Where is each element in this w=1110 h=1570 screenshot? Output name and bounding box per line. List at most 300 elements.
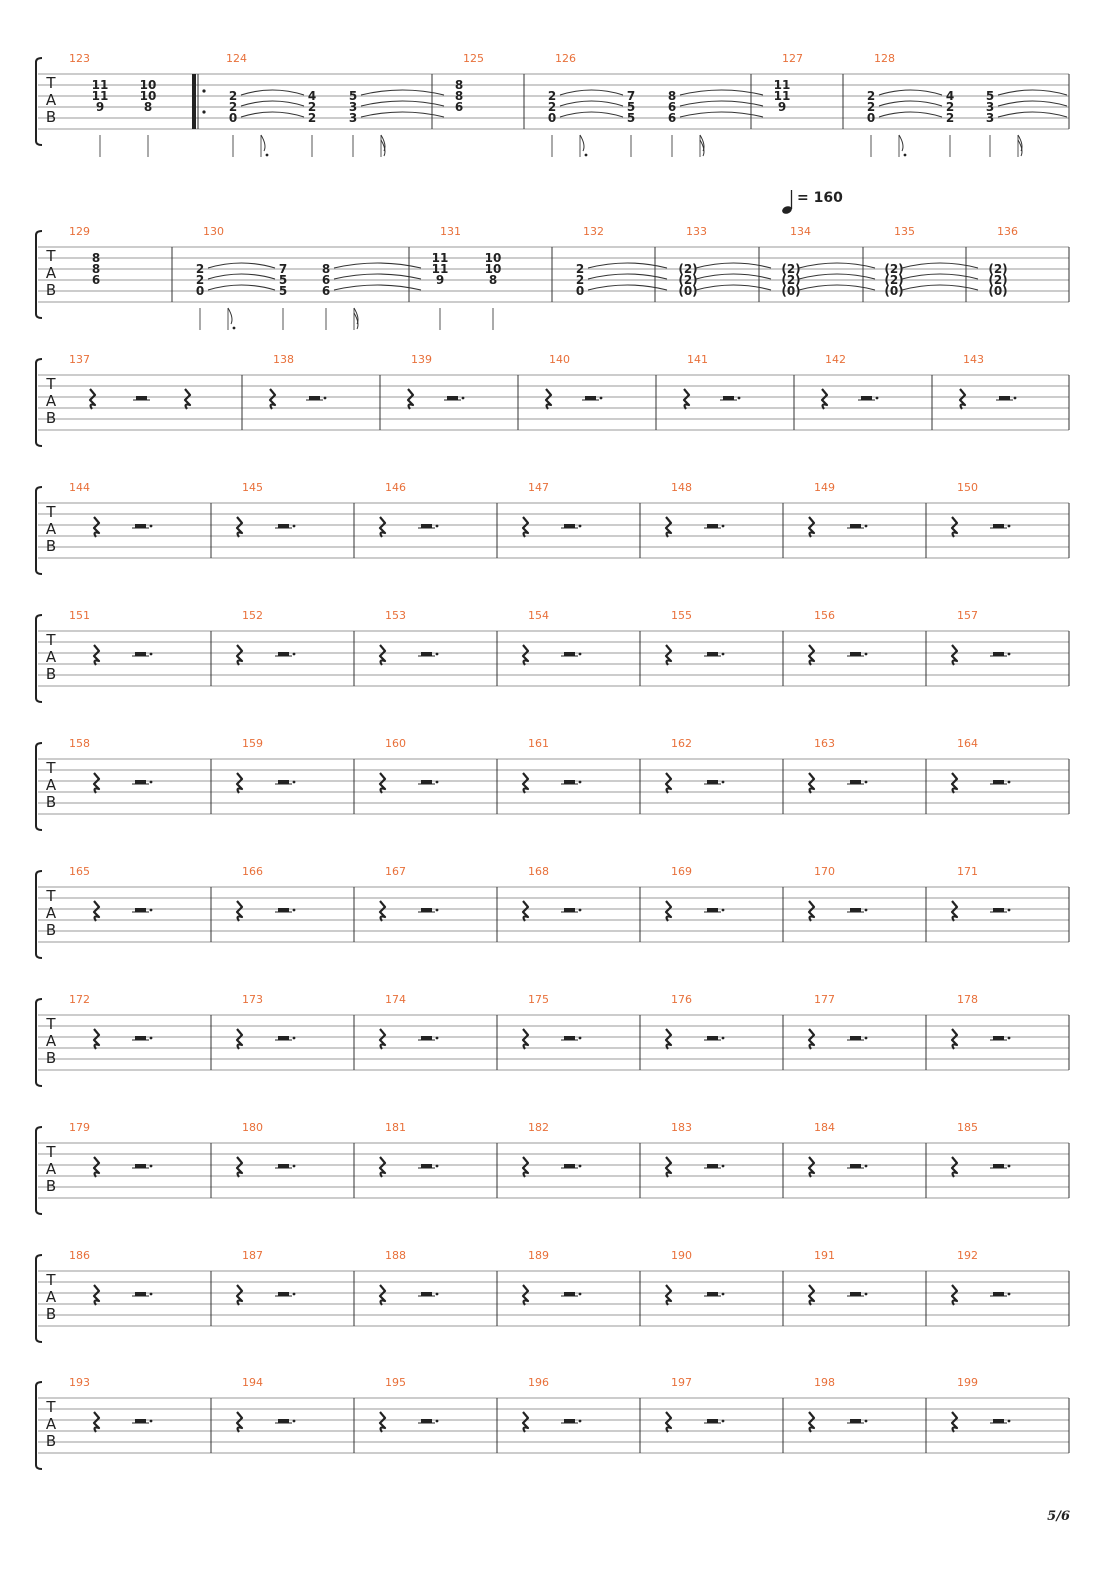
measure-number: 130: [203, 225, 224, 238]
fret-number: 3: [985, 100, 995, 114]
system-bracket: [36, 999, 42, 1086]
tie-arc: [560, 112, 623, 117]
rest-dot: [150, 1420, 153, 1423]
fret-number: (2): [781, 273, 801, 287]
measure-number: 123: [69, 52, 90, 65]
tab-clef-t: T: [46, 887, 56, 905]
measure-number: 197: [671, 1376, 692, 1389]
measure-number: 132: [583, 225, 604, 238]
fret-number: 9: [777, 100, 787, 114]
dotted-half-rest: [564, 1419, 575, 1423]
quarter-rest: [380, 645, 385, 665]
rest-dot: [150, 653, 153, 656]
measure-number: 188: [385, 1249, 406, 1262]
system-bracket: [36, 743, 42, 830]
tie-arc: [998, 101, 1067, 106]
fret-number: 5: [278, 273, 288, 287]
fret-number: 8: [454, 78, 464, 92]
measure-number: 172: [69, 993, 90, 1006]
quarter-rest: [960, 389, 965, 409]
measure-number: 195: [385, 1376, 406, 1389]
measure-number: 154: [528, 609, 549, 622]
measure-number: 155: [671, 609, 692, 622]
fret-number: 2: [547, 100, 557, 114]
fret-number: 2: [195, 273, 205, 287]
tie-arc: [334, 274, 421, 279]
dotted-half-rest: [850, 1164, 861, 1168]
tab-clef-a: A: [45, 1415, 57, 1433]
note-flag: [580, 135, 584, 151]
dotted-half-rest: [135, 908, 146, 912]
fret-number: (0): [988, 284, 1008, 298]
fret-number: 11: [431, 262, 449, 276]
dotted-half-rest: [993, 908, 1004, 912]
tie-arc: [208, 285, 275, 290]
measure-number: 125: [463, 52, 484, 65]
quarter-rest: [94, 773, 99, 793]
dotted-half-rest: [993, 524, 1004, 528]
system-bracket: [36, 1255, 42, 1342]
dotted-half-rest: [278, 524, 289, 528]
fret-number: 2: [547, 89, 557, 103]
dotted-half-rest: [421, 524, 432, 528]
dotted-half-rest: [564, 1292, 575, 1296]
quarter-rest: [952, 1029, 957, 1049]
rest-dot: [436, 1420, 439, 1423]
quarter-rest: [523, 1285, 528, 1305]
quarter-rest: [952, 1285, 957, 1305]
rest-dot: [722, 1037, 725, 1040]
quarter-rest: [94, 1029, 99, 1049]
note-flag: [228, 308, 232, 324]
measure-number: 177: [814, 993, 835, 1006]
quarter-rest: [952, 645, 957, 665]
half-rest: [136, 396, 147, 400]
quarter-rest: [809, 1285, 814, 1305]
tab-clef-b: B: [45, 108, 57, 126]
tab-clef-b: B: [45, 537, 57, 555]
tab-clef-a: A: [45, 776, 57, 794]
fret-number: 3: [985, 111, 995, 125]
fret-number: 2: [945, 111, 955, 125]
fret-number: 2: [228, 100, 238, 114]
fret-number: 5: [626, 100, 636, 114]
tab-clef-b: B: [45, 409, 57, 427]
rest-dot: [1008, 653, 1011, 656]
quarter-rest: [523, 1412, 528, 1432]
measure-number: 136: [997, 225, 1018, 238]
measure-number: 190: [671, 1249, 692, 1262]
rest-dot: [293, 653, 296, 656]
rest-dot: [738, 397, 741, 400]
rest-dot: [865, 1037, 868, 1040]
tab-clef-t: T: [46, 503, 56, 521]
fret-number: (2): [781, 262, 801, 276]
measure-number: 127: [782, 52, 803, 65]
rest-dot: [865, 1293, 868, 1296]
repeat-dot: [202, 89, 205, 92]
rest-dot: [579, 1420, 582, 1423]
measure-number: 185: [957, 1121, 978, 1134]
tie-arc: [998, 90, 1067, 95]
measure-number: 134: [790, 225, 811, 238]
measure-number: 147: [528, 481, 549, 494]
tab-clef-t: T: [46, 631, 56, 649]
fret-number: 2: [575, 273, 585, 287]
rest-dot: [293, 1037, 296, 1040]
fret-number: 6: [321, 284, 331, 298]
rest-dot: [150, 909, 153, 912]
tab-clef-a: A: [45, 648, 57, 666]
rest-dot: [150, 1037, 153, 1040]
measure-number: 150: [957, 481, 978, 494]
measure-number: 196: [528, 1376, 549, 1389]
dotted-half-rest: [278, 652, 289, 656]
fret-number: 0: [575, 284, 585, 298]
quarter-rest: [380, 1029, 385, 1049]
measure-number: 187: [242, 1249, 263, 1262]
dotted-half-rest: [135, 780, 146, 784]
dotted-half-rest: [993, 1419, 1004, 1423]
measure-number: 131: [440, 225, 461, 238]
fret-number: 8: [91, 262, 101, 276]
measure-number: 135: [894, 225, 915, 238]
dotted-half-rest: [421, 1164, 432, 1168]
rest-dot: [865, 1420, 868, 1423]
quarter-rest: [94, 901, 99, 921]
quarter-rest: [809, 1157, 814, 1177]
rest-dot: [324, 397, 327, 400]
quarter-rest: [237, 645, 242, 665]
quarter-rest: [380, 1285, 385, 1305]
measure-number: 194: [242, 1376, 263, 1389]
dotted-half-rest: [278, 908, 289, 912]
fret-number: (2): [678, 273, 698, 287]
rest-dot: [1008, 525, 1011, 528]
tie-arc: [902, 274, 978, 279]
quarter-rest: [94, 517, 99, 537]
system-bracket: [36, 1382, 42, 1469]
measure-number: 145: [242, 481, 263, 494]
dotted-half-rest: [564, 524, 575, 528]
dotted-half-rest: [421, 1419, 432, 1423]
dotted-half-rest: [135, 1292, 146, 1296]
quarter-rest: [952, 1412, 957, 1432]
tab-clef-b: B: [45, 281, 57, 299]
rest-dot: [865, 909, 868, 912]
fret-number: 8: [143, 100, 153, 114]
tab-clef-b: B: [45, 1305, 57, 1323]
fret-number: (2): [988, 273, 1008, 287]
measure-number: 159: [242, 737, 263, 750]
quarter-rest: [380, 517, 385, 537]
measure-number: 148: [671, 481, 692, 494]
fret-number: 10: [484, 262, 502, 276]
tie-arc: [879, 90, 942, 95]
measure-number: 192: [957, 1249, 978, 1262]
rest-dot: [865, 781, 868, 784]
measure-number: 167: [385, 865, 406, 878]
tab-staff: [36, 871, 1069, 958]
quarter-rest: [270, 389, 275, 409]
fret-number: 0: [228, 111, 238, 125]
dotted-half-rest: [564, 652, 575, 656]
quarter-rest: [666, 1157, 671, 1177]
tab-clef-b: B: [45, 793, 57, 811]
tab-clef-b: B: [45, 1432, 57, 1450]
measure-number: 161: [528, 737, 549, 750]
rest-dot: [1008, 1420, 1011, 1423]
rest-dot: [579, 781, 582, 784]
fret-number: 6: [667, 100, 677, 114]
fret-number: 8: [454, 89, 464, 103]
rest-dot: [1008, 909, 1011, 912]
measure-number: 193: [69, 1376, 90, 1389]
rest-dot: [150, 525, 153, 528]
measure-number: 158: [69, 737, 90, 750]
tab-clef-a: A: [45, 520, 57, 538]
tab-clef-a: A: [45, 91, 57, 109]
rest-dot: [150, 1293, 153, 1296]
fret-number: 9: [95, 100, 105, 114]
dotted-half-rest: [993, 1036, 1004, 1040]
tab-clef-t: T: [46, 1271, 56, 1289]
measure-number: 128: [874, 52, 895, 65]
dotted-half-rest: [135, 1164, 146, 1168]
tab-clef-t: T: [46, 759, 56, 777]
fret-number: 6: [667, 111, 677, 125]
measure-number: 183: [671, 1121, 692, 1134]
measure-number: 142: [825, 353, 846, 366]
quarter-rest: [408, 389, 413, 409]
measure-number: 153: [385, 609, 406, 622]
fret-number: (2): [678, 262, 698, 276]
dotted-half-rest: [999, 396, 1010, 400]
measure-number: 198: [814, 1376, 835, 1389]
fret-number: (2): [988, 262, 1008, 276]
quarter-rest: [822, 389, 827, 409]
tab-staff: [36, 1382, 1069, 1469]
tab-clef-t: T: [46, 247, 56, 265]
dotted-half-rest: [707, 1292, 718, 1296]
quarter-rest: [546, 389, 551, 409]
tab-clef-a: A: [45, 904, 57, 922]
fret-number: 6: [321, 273, 331, 287]
dotted-half-rest: [707, 652, 718, 656]
rest-dot: [436, 1165, 439, 1168]
dotted-half-rest: [421, 908, 432, 912]
measure-number: 170: [814, 865, 835, 878]
repeat-thick-bar: [192, 74, 196, 129]
dotted-half-rest: [135, 1036, 146, 1040]
measure-number: 165: [69, 865, 90, 878]
dotted-half-rest: [564, 780, 575, 784]
rest-dot: [865, 1165, 868, 1168]
quarter-rest: [666, 901, 671, 921]
quarter-rest: [523, 645, 528, 665]
dotted-half-rest: [564, 1164, 575, 1168]
fret-number: 0: [866, 111, 876, 125]
tab-clef-t: T: [46, 74, 56, 92]
rest-dot: [600, 397, 603, 400]
fret-number: 4: [307, 89, 317, 103]
fret-number: 10: [484, 251, 502, 265]
dotted-half-rest: [861, 396, 872, 400]
quarter-rest: [237, 901, 242, 921]
rest-dot: [293, 1293, 296, 1296]
tempo-marking: = 160: [797, 190, 843, 206]
tie-arc: [560, 101, 623, 106]
fret-number: 5: [278, 284, 288, 298]
measure-number: 171: [957, 865, 978, 878]
dotted-half-rest: [707, 1036, 718, 1040]
measure-number: 182: [528, 1121, 549, 1134]
fret-number: 2: [195, 262, 205, 276]
rest-dot: [722, 781, 725, 784]
tab-clef-t: T: [46, 375, 56, 393]
rest-dot: [436, 1037, 439, 1040]
dotted-half-rest: [447, 396, 458, 400]
measure-number: 140: [549, 353, 570, 366]
dotted-half-rest: [135, 652, 146, 656]
rest-dot: [722, 525, 725, 528]
measure-number: 184: [814, 1121, 835, 1134]
tab-staff: [36, 1255, 1069, 1342]
rest-dot: [293, 525, 296, 528]
quarter-rest: [952, 517, 957, 537]
quarter-rest: [809, 645, 814, 665]
tie-arc: [208, 274, 275, 279]
quarter-rest: [90, 389, 95, 409]
tie-arc: [334, 263, 421, 268]
measure-number: 178: [957, 993, 978, 1006]
quarter-rest: [666, 1029, 671, 1049]
measure-number: 151: [69, 609, 90, 622]
rest-dot: [436, 781, 439, 784]
tie-arc: [241, 90, 304, 95]
dotted-half-rest: [421, 1036, 432, 1040]
measure-number: 180: [242, 1121, 263, 1134]
fret-number: 5: [985, 89, 995, 103]
rest-dot: [1008, 1293, 1011, 1296]
fret-number: 2: [945, 100, 955, 114]
system-bracket: [36, 615, 42, 702]
fret-number: 11: [91, 78, 109, 92]
measure-number: 162: [671, 737, 692, 750]
dotted-half-rest: [585, 396, 596, 400]
quarter-rest: [380, 901, 385, 921]
rest-dot: [1008, 1037, 1011, 1040]
quarter-rest: [523, 1157, 528, 1177]
tie-arc: [334, 285, 421, 290]
dotted-half-rest: [707, 908, 718, 912]
quarter-rest: [523, 1029, 528, 1049]
rest-dot: [1014, 397, 1017, 400]
dotted-half-rest: [278, 1292, 289, 1296]
fret-number: 0: [547, 111, 557, 125]
measure-number: 160: [385, 737, 406, 750]
rest-dot: [722, 1420, 725, 1423]
measure-number: 199: [957, 1376, 978, 1389]
quarter-rest: [237, 773, 242, 793]
quarter-rest: [237, 1029, 242, 1049]
fret-number: (0): [678, 284, 698, 298]
tie-arc: [241, 112, 304, 117]
tie-arc: [208, 263, 275, 268]
rhythm-dot: [585, 154, 588, 157]
tie-arc: [998, 112, 1067, 117]
tie-arc: [696, 285, 771, 290]
quarter-rest: [237, 1285, 242, 1305]
fret-number: 10: [139, 78, 157, 92]
fret-number: 8: [321, 262, 331, 276]
measure-number: 174: [385, 993, 406, 1006]
tab-clef-a: A: [45, 1032, 57, 1050]
fret-number: 6: [454, 100, 464, 114]
fret-number: 2: [307, 100, 317, 114]
fret-number: 8: [488, 273, 498, 287]
measure-number: 191: [814, 1249, 835, 1262]
fret-number: 2: [228, 89, 238, 103]
dotted-half-rest: [707, 524, 718, 528]
tab-clef-a: A: [45, 1288, 57, 1306]
system-bracket: [36, 58, 42, 145]
quarter-rest: [94, 1412, 99, 1432]
quarter-rest: [809, 1029, 814, 1049]
rhythm-dot: [904, 154, 907, 157]
quarter-rest: [94, 645, 99, 665]
tab-staff: [36, 615, 1069, 702]
dotted-half-rest: [278, 1419, 289, 1423]
rest-dot: [150, 1165, 153, 1168]
measure-number: 124: [226, 52, 247, 65]
fret-number: 8: [667, 89, 677, 103]
tab-staff: [36, 999, 1069, 1086]
measure-number: 164: [957, 737, 978, 750]
quarter-rest: [952, 1157, 957, 1177]
tab-clef-b: B: [45, 665, 57, 683]
quarter-rest: [666, 645, 671, 665]
quarter-rest: [666, 1412, 671, 1432]
fret-number: (2): [884, 273, 904, 287]
quarter-rest: [237, 1412, 242, 1432]
tie-arc: [799, 274, 875, 279]
measure-number: 143: [963, 353, 984, 366]
rest-dot: [293, 909, 296, 912]
rest-dot: [579, 1293, 582, 1296]
fret-number: 11: [773, 89, 791, 103]
fret-number: 5: [626, 111, 636, 125]
page-number: 5/6: [1047, 1509, 1070, 1524]
rest-dot: [722, 1293, 725, 1296]
fret-number: 2: [866, 89, 876, 103]
dotted-half-rest: [278, 1036, 289, 1040]
rest-dot: [436, 525, 439, 528]
quarter-rest: [185, 389, 190, 409]
rest-dot: [876, 397, 879, 400]
fret-number: 5: [348, 89, 358, 103]
rest-dot: [150, 781, 153, 784]
dotted-half-rest: [723, 396, 734, 400]
fret-number: 2: [307, 111, 317, 125]
tab-clef-b: B: [45, 1049, 57, 1067]
tie-arc: [799, 263, 875, 268]
tie-arc: [241, 101, 304, 106]
fret-number: (2): [884, 262, 904, 276]
rest-dot: [436, 909, 439, 912]
tab-clef-a: A: [45, 264, 57, 282]
dotted-half-rest: [421, 780, 432, 784]
